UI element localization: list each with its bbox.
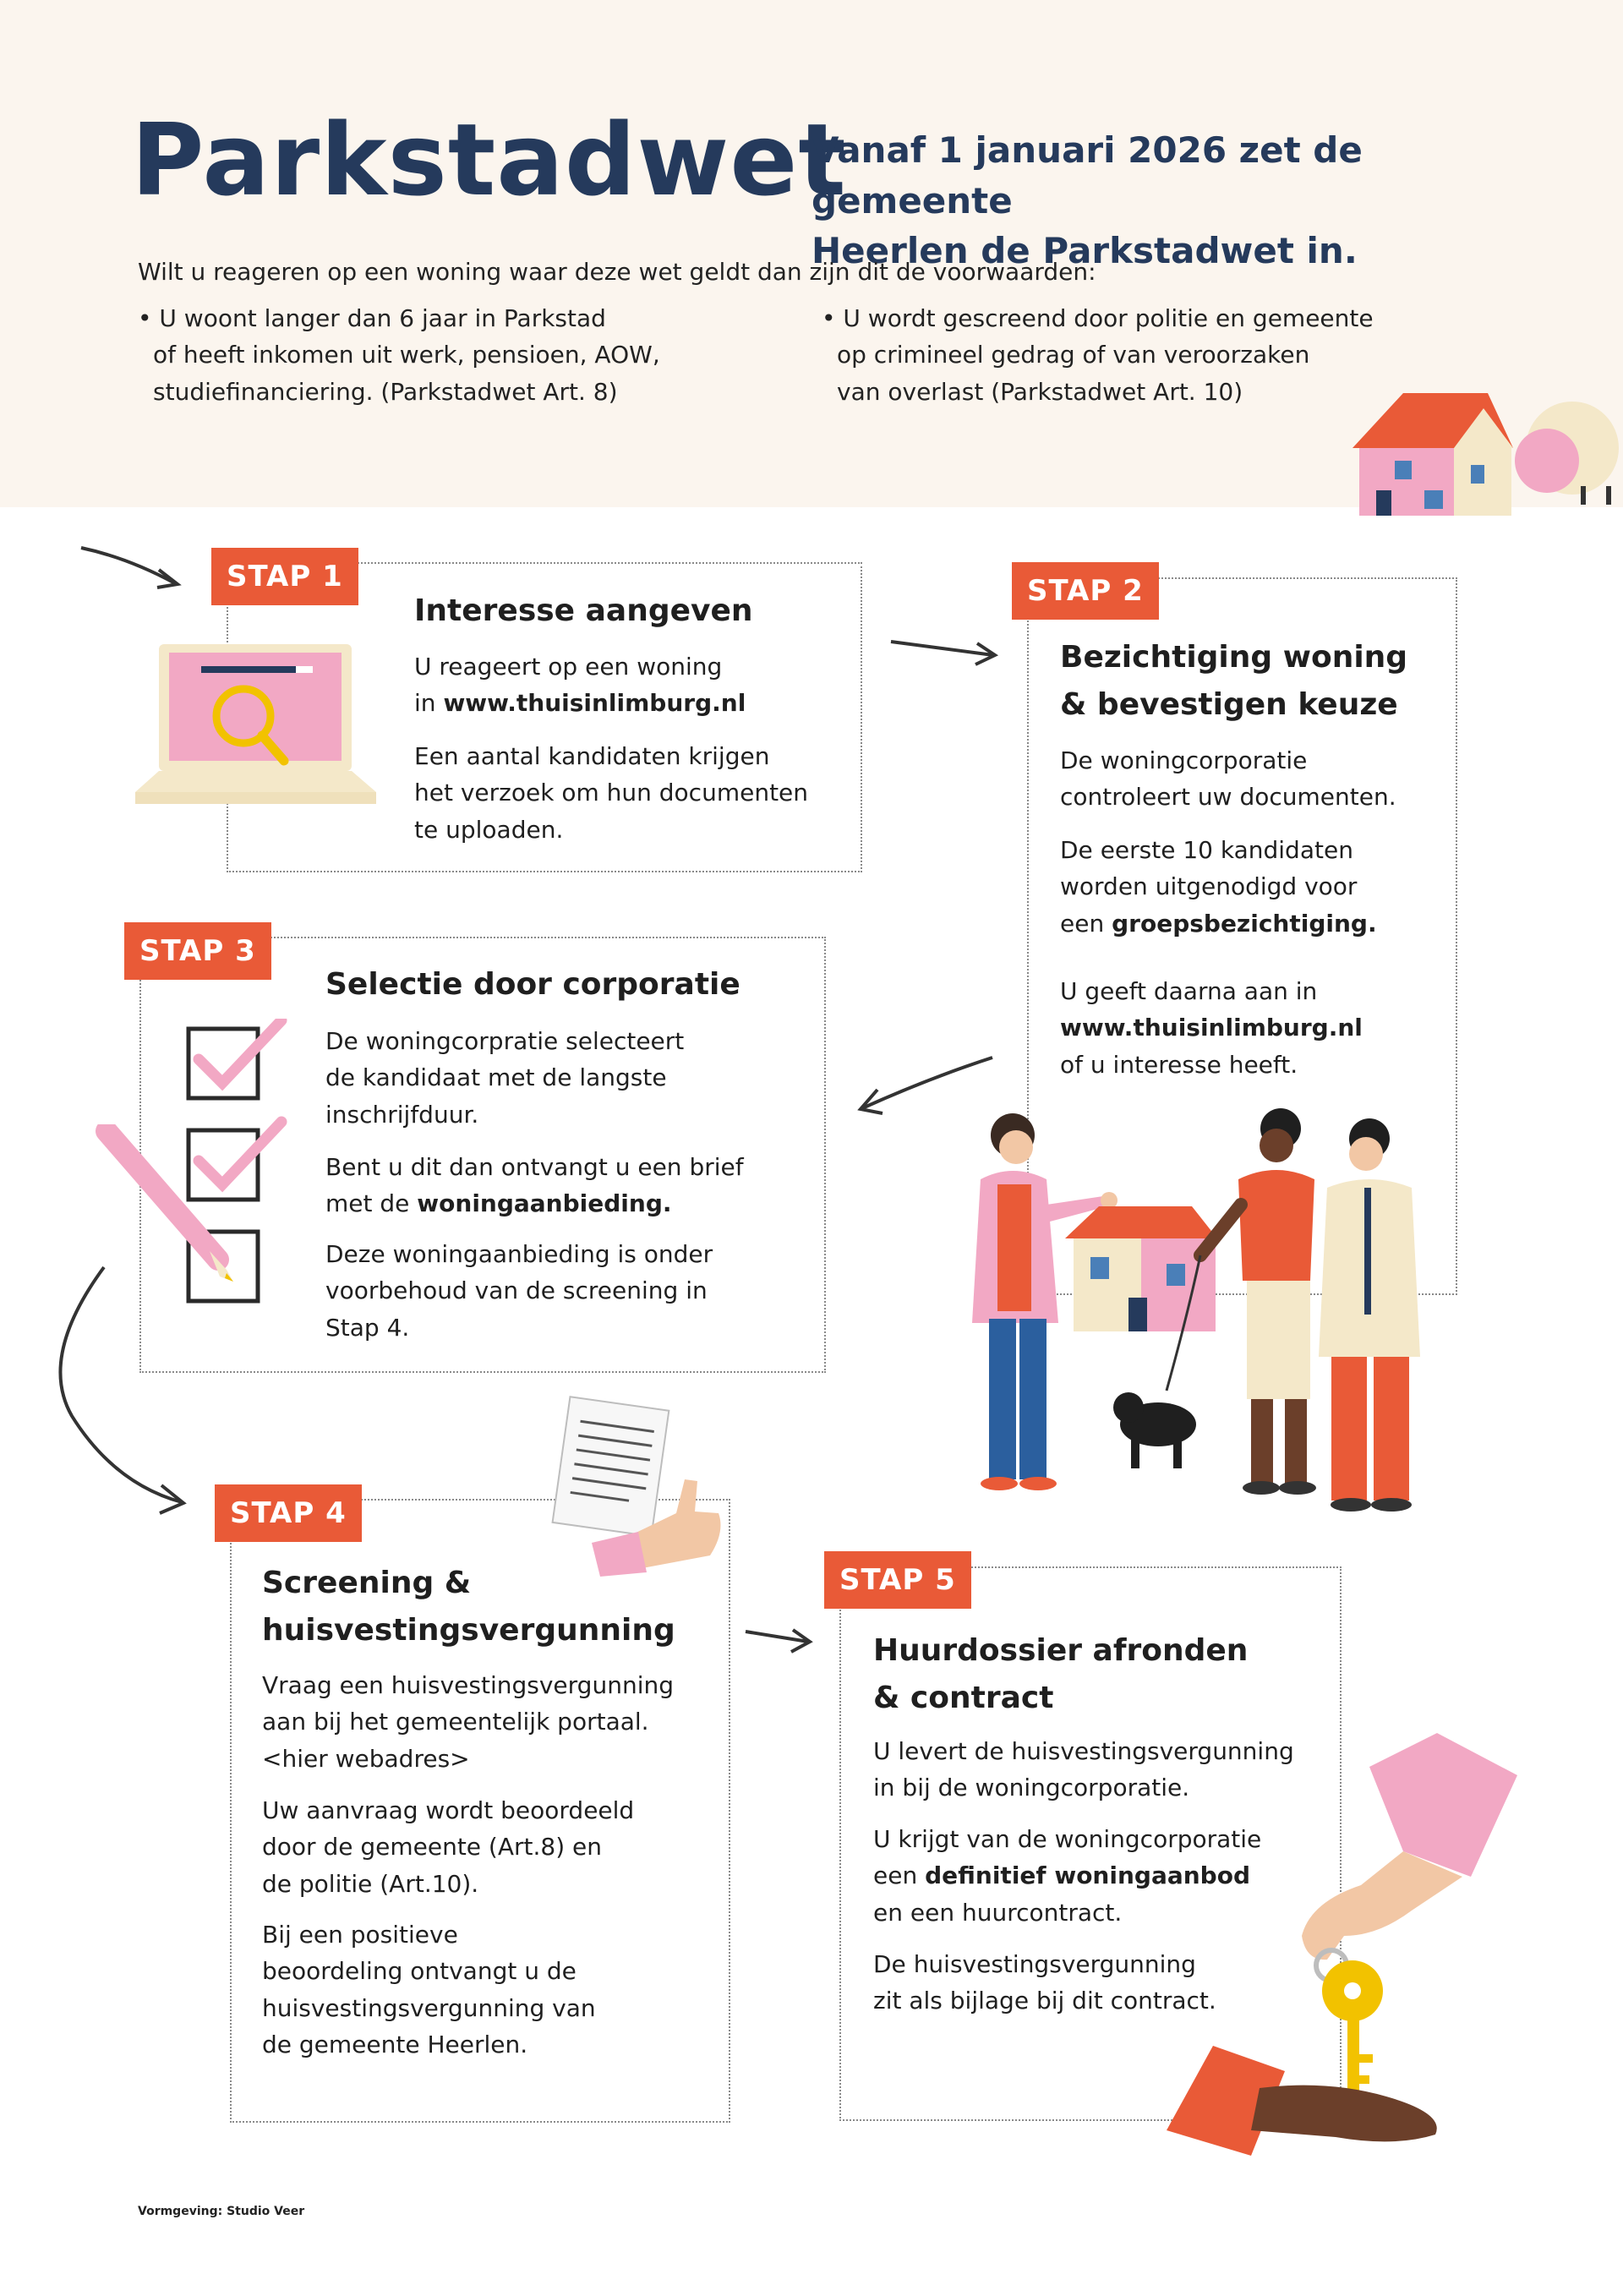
text-line: De eerste 10 kandidaten (1060, 836, 1353, 864)
arrow-icon (742, 1621, 818, 1659)
laptop-search-icon (135, 644, 376, 813)
step-3-paragraph-3 (325, 1236, 713, 1346)
text-line-emphasis: definitief woningaanbod (925, 1861, 1250, 1890)
text-line: voorbehoud van de screening in (325, 1276, 708, 1305)
step-1-heading: Interesse aangeven (414, 593, 753, 628)
step-4-paragraph-2 (262, 1792, 634, 1902)
step-2-heading: Bezichtiging woning & bevestigen keuze (1060, 640, 1408, 722)
text-line: inschrijfduur. (325, 1100, 479, 1129)
text-line: Vraag een huisvestingsvergunning (262, 1671, 674, 1699)
text-line: De woningcorpratie selecteert (325, 1027, 685, 1055)
text-line: en een huurcontract. (873, 1898, 1123, 1927)
step-2-paragraph-1 (1060, 742, 1396, 816)
text-line: Bij een positieve (262, 1921, 458, 1949)
text-line: aan bij het gemeentelijk portaal. (262, 1708, 649, 1736)
text-line: door de gemeente (Art.8) en (262, 1833, 603, 1861)
condition-2: • U wordt gescreend door politie en gemeente op crimineel gedrag of van veroorzaken van overlast (Parkstadwet Art. 10) (822, 304, 1374, 406)
text-line-regular: een (1060, 909, 1112, 938)
arrow-icon (78, 541, 183, 592)
step-5-badge: STAP 5 (824, 1551, 971, 1609)
text-line: of u interesse heeft. (1060, 1050, 1298, 1079)
design-credit: Vormgeving: Studio Veer (138, 2205, 305, 2218)
text-line (1060, 1009, 1363, 1046)
text-line: de gemeente Heerlen. (262, 2031, 528, 2059)
text-line: huisvestingsvergunning van (262, 1993, 596, 2022)
text-line-emphasis: www.thuisinlimburg.nl (443, 689, 746, 718)
text-line: Stap 4. (325, 1313, 410, 1342)
text-line (325, 1185, 744, 1222)
text-line: Een aantal kandidaten krijgen (414, 742, 770, 770)
step-4-badge: STAP 4 (215, 1484, 362, 1542)
text-line-regular: in (414, 689, 444, 718)
text-line: controleert uw documenten. (1060, 783, 1396, 812)
step-2-paragraph-3 (1060, 973, 1363, 1083)
step-3-paragraph-2 (325, 1149, 744, 1222)
pencil-icon (91, 1124, 235, 1285)
intro-text: Wilt u reageren op een woning waar deze wet geldt dan zijn dit de voorwaarden: (138, 258, 1096, 286)
document-thumbsup-icon (549, 1395, 727, 1577)
text-line: U reageert op een woning (414, 653, 723, 681)
text-line: Uw aanvraag wordt beoordeeld (262, 1796, 635, 1824)
text-line: beoordeling ontvangt u de (262, 1957, 577, 1986)
house-illustration (1344, 385, 1623, 520)
text-line: de politie (Art.10). (262, 1869, 479, 1898)
text-line-regular: een (873, 1861, 926, 1890)
text-line: het verzoek om hun documenten (414, 779, 809, 807)
arrow-icon (46, 1264, 194, 1517)
step-5-heading: Huurdossier afronden & contract (873, 1633, 1249, 1715)
text-line: in bij de woningcorporatie. (873, 1774, 1190, 1802)
step-1-paragraph-1 (414, 648, 746, 722)
page-subtitle: Vanaf 1 januari 2026 zet de gemeente Heerlen de Parkstadwet in. (812, 129, 1363, 272)
step-3-badge: STAP 3 (124, 922, 271, 980)
text-line: U levert de huisvestingsvergunning (873, 1737, 1294, 1765)
text-line (1060, 905, 1377, 942)
text-line: worden uitgenodigd voor (1060, 872, 1358, 901)
text-line: U krijgt van de woningcorporatie (873, 1825, 1262, 1853)
step-4-heading: Screening & huisvestingsvergunning (262, 1566, 675, 1648)
text-line: <hier webadres> (262, 1744, 470, 1773)
step-2-paragraph-2 (1060, 832, 1377, 942)
condition-1: • U woont langer dan 6 jaar in Parkstad of heeft inkomen uit werk, pensioen, AOW, studiefinanciering. (Parkstadwet Art. 8) (138, 304, 660, 406)
text-line: De woningcorporatie (1060, 746, 1308, 774)
text-line-emphasis: www.thuisinlimburg.nl (1060, 1014, 1363, 1042)
page-title: Parkstadwet (131, 101, 847, 218)
text-line-regular: met de (325, 1189, 418, 1218)
text-line: De huisvestingsvergunning (873, 1950, 1196, 1978)
step-1-badge: STAP 1 (211, 548, 358, 605)
step-1-paragraph-2 (414, 738, 808, 848)
people-house-dog-illustration (947, 1103, 1437, 1526)
arrow-icon (888, 630, 1002, 668)
step-3-paragraph-1 (325, 1023, 684, 1133)
text-line-emphasis: woningaanbieding. (417, 1189, 672, 1218)
text-line: Bent u dit dan ontvangt u een brief (325, 1153, 744, 1181)
text-line: U geeft daarna aan in (1060, 977, 1318, 1005)
text-line (414, 685, 746, 721)
step-2-badge: STAP 2 (1012, 562, 1159, 620)
text-line: de kandidaat met de langste (325, 1063, 667, 1092)
text-line: Deze woningaanbieding is onder (325, 1240, 713, 1268)
step-4-paragraph-1 (262, 1667, 674, 1777)
step-3-heading: Selectie door corporatie (325, 967, 740, 1002)
step-4-paragraph-3 (262, 1916, 596, 2064)
text-line: zit als bijlage bij dit contract. (873, 1987, 1216, 2015)
text-line-emphasis: groepsbezichtiging. (1112, 909, 1377, 938)
hand-key-illustration (1141, 1733, 1522, 2173)
text-line: te uploaden. (414, 815, 564, 844)
